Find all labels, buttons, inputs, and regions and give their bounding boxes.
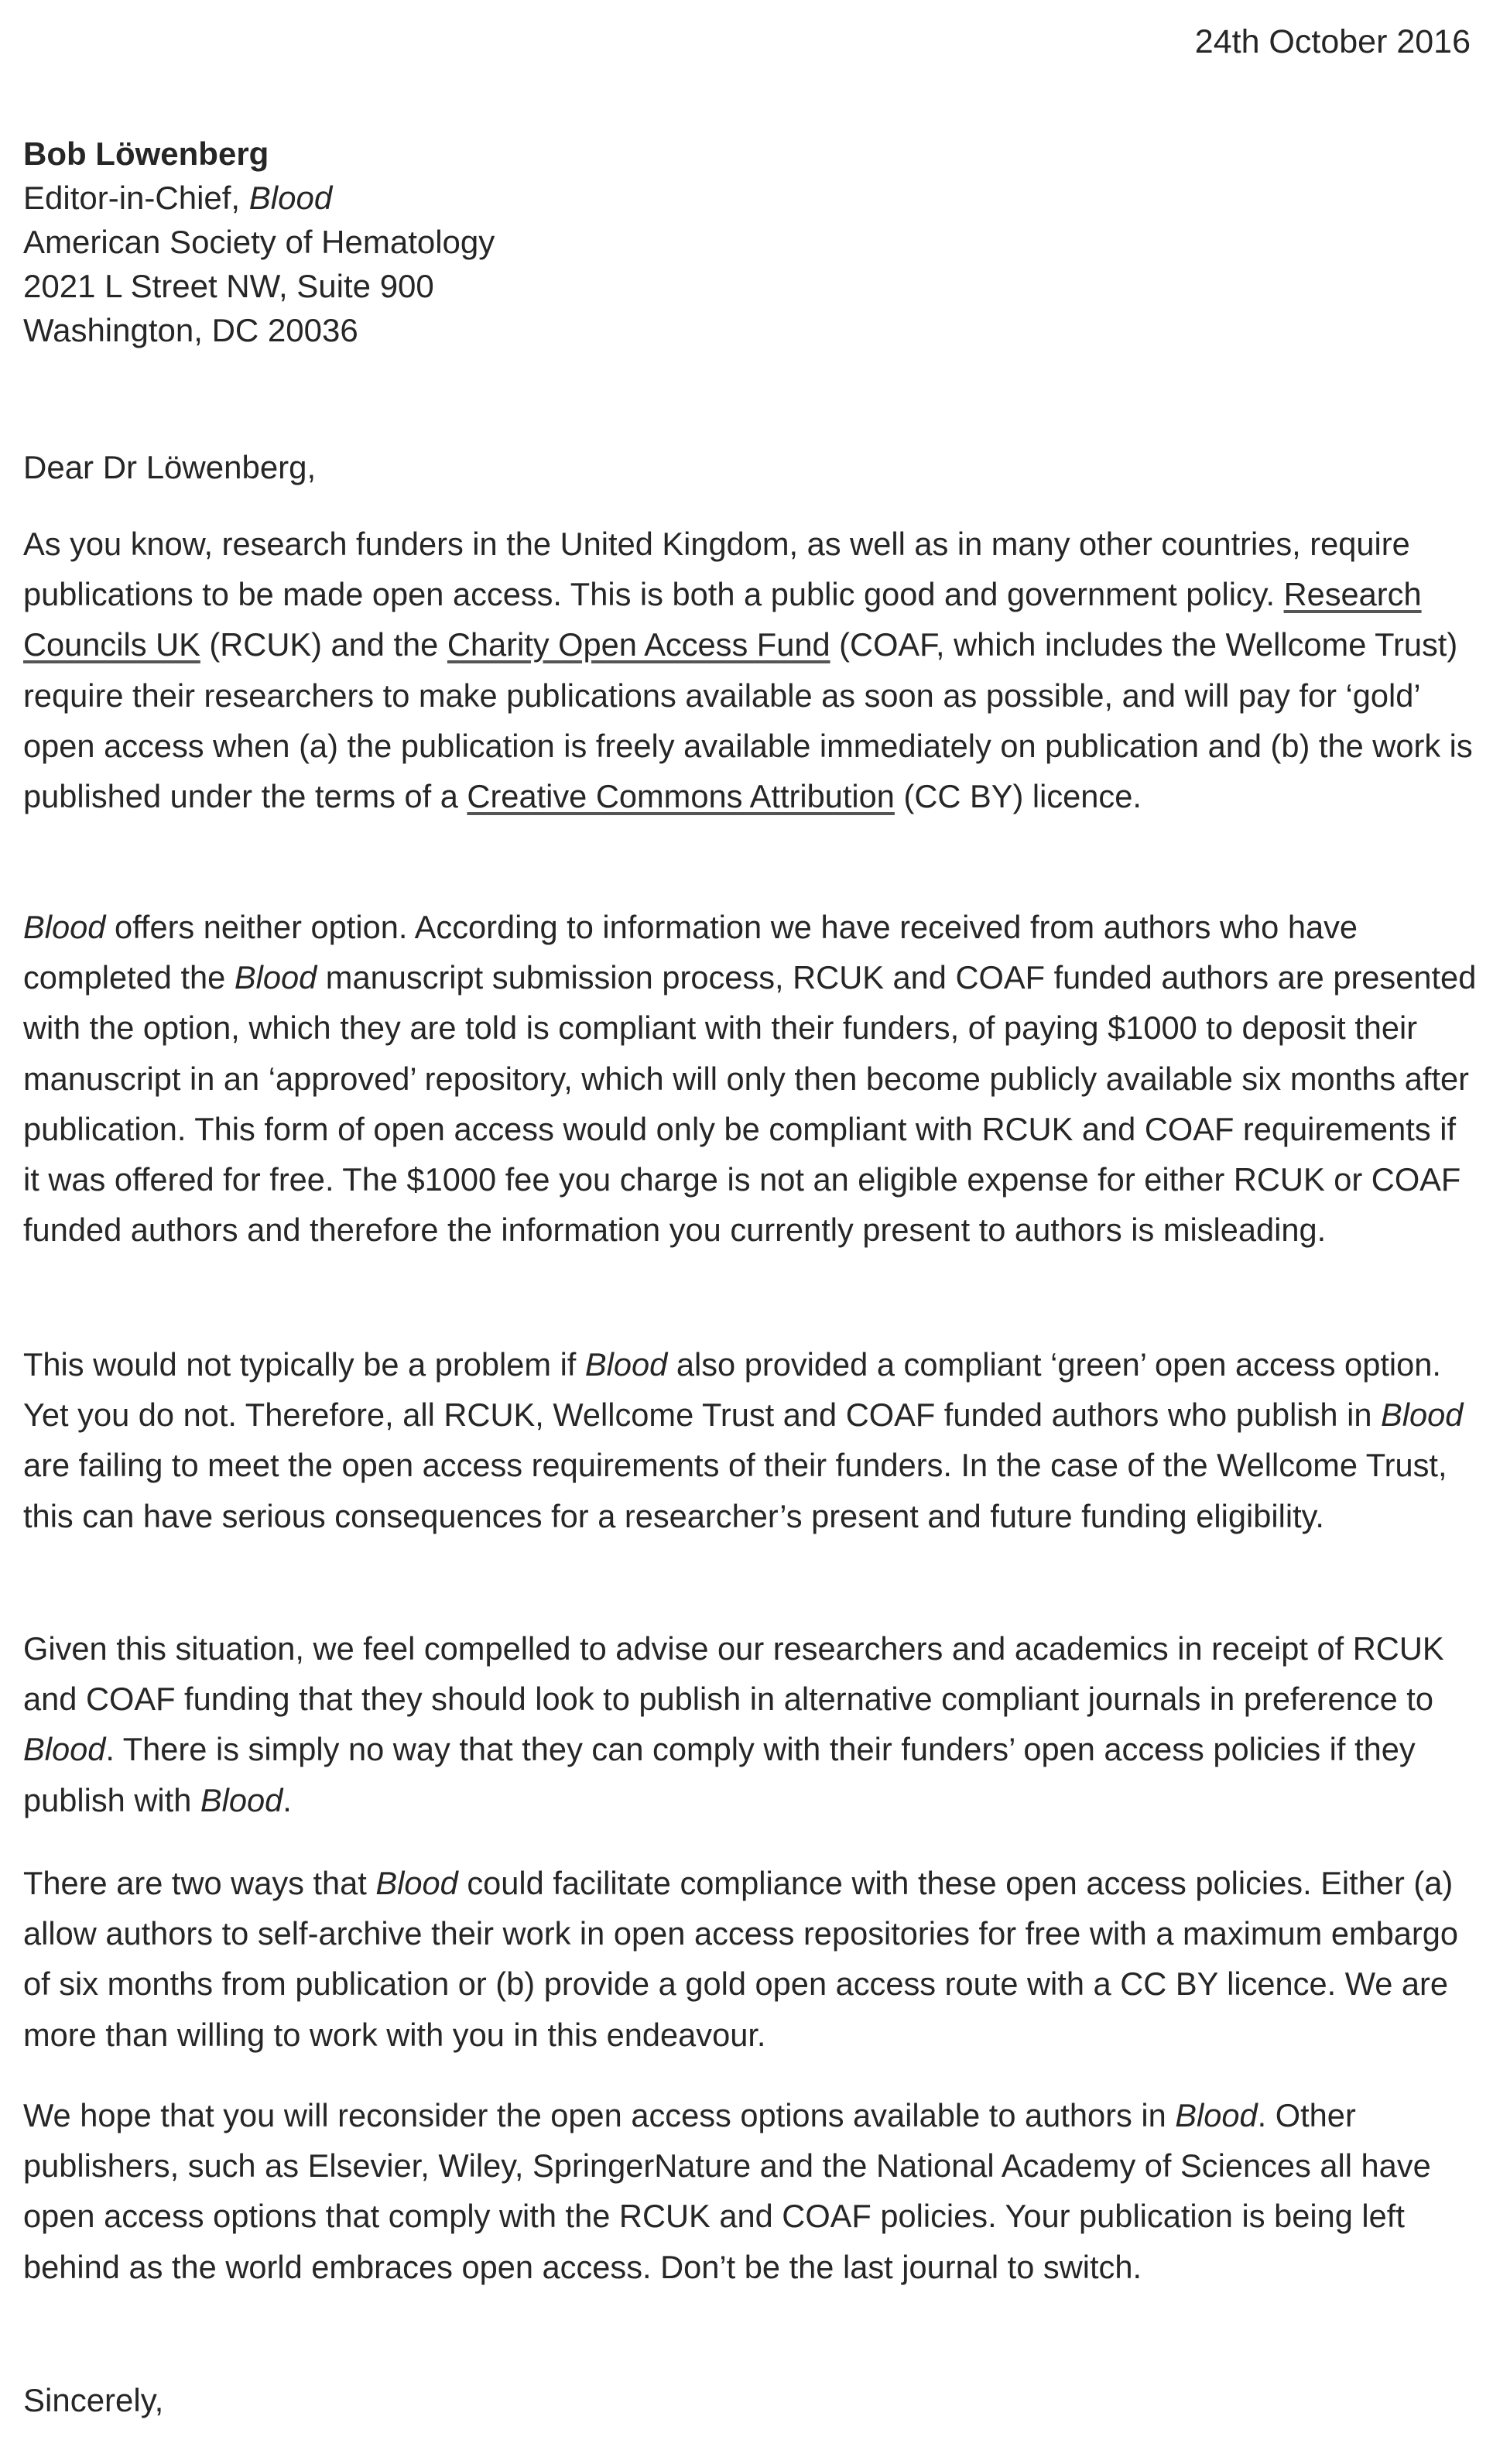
recipient-organization: American Society of Hematology <box>23 224 495 260</box>
paragraph-3 <box>23 1339 1478 1541</box>
recipient-street: 2021 L Street NW, Suite 900 <box>23 268 434 304</box>
recipient-city: Washington, DC 20036 <box>23 312 358 348</box>
paragraph-text: also provided a compliant ‘green’ open access option. Yet you do not. Therefore, all RCUK, Wellcome Trust and COAF funded authors who publish in <box>23 1346 1441 1434</box>
paragraph-5 <box>23 1858 1478 2060</box>
paragraph-text: As you know, research funders in the United Kingdom, as well as in many other countries, require publications to be made open access. This is both a public good and government policy. <box>23 526 1410 613</box>
journal-name: Blood <box>1381 1396 1464 1434</box>
letter-date: 24th October 2016 <box>1194 23 1471 60</box>
journal-name: Blood <box>584 1346 668 1383</box>
journal-name: Blood <box>200 1781 283 1818</box>
journal-name: Blood <box>1175 2097 1258 2133</box>
recipient-address <box>23 132 952 352</box>
paragraph-text: (RCUK) and the <box>200 626 447 663</box>
link-research-councils-uk[interactable]: Research Councils UK <box>23 576 1422 663</box>
paragraph-text: are failing to meet the open access requirements of their funders. In the case of the Wellcome Trust, this can have serious consequences for a researcher’s present and future funding eligibility. <box>23 1447 1447 1534</box>
paragraph-text: There are two ways that <box>23 1865 376 1901</box>
paragraph-text: . Other publishers, such as Elsevier, Wiley, SpringerNature and the National Academy of Sciences all have open access options that comply with the RCUK and COAF policies. Your publication is being left behind as the world embraces open access. Don’t be the last journal to switch. <box>23 2097 1431 2285</box>
paragraph-6 <box>23 2090 1478 2292</box>
paragraph-text: Given this situation, we feel compelled to advise our researchers and academics in receipt of RCUK and COAF funding that they should look to publish in alternative compliant journals in preference to <box>23 1630 1444 1718</box>
paragraph-text: This would not typically be a problem if <box>23 1346 585 1383</box>
paragraph-2 <box>23 902 1478 1255</box>
paragraph-text: . There is simply no way that they can comply with their funders’ open access policies if they publish with <box>23 1731 1416 1818</box>
paragraph-4 <box>23 1623 1478 1825</box>
paragraph-text: . <box>283 1781 292 1818</box>
recipient-name: Bob Löwenberg <box>23 135 269 172</box>
paragraph-text: manuscript submission process, RCUK and COAF funded authors are presented with the option, which they are told is compliant with their funders, of paying $1000 to deposit their manuscript in an ‘approved’ repository, which will only then become publicly available six months after publication. This form of open access would only be compliant with RCUK and COAF requirements if it was offered for free. The $1000 fee you charge is not an eligible expense for either RCUK or COAF funded authors and therefore the information you currently present to authors is misleading. <box>23 959 1477 1249</box>
journal-name: Blood <box>375 1865 458 1901</box>
paragraph-text: offers neither option. According to information we have received from authors who have completed the <box>23 909 1358 996</box>
recipient-title-journal: Blood <box>248 180 333 216</box>
paragraph-1 <box>23 519 1478 821</box>
closing: Sincerely, <box>23 2382 164 2418</box>
greeting: Dear Dr Löwenberg, <box>23 449 317 485</box>
journal-name: Blood <box>23 909 106 945</box>
journal-name: Blood <box>23 1731 106 1768</box>
recipient-title <box>23 176 952 220</box>
link-creative-commons-attribution[interactable]: Creative Commons Attribution <box>467 778 895 815</box>
recipient-title-prefix: Editor-in-Chief, <box>23 180 249 216</box>
paragraph-text: We hope that you will reconsider the open access options available to authors in <box>23 2097 1176 2133</box>
link-charity-open-access-fund[interactable]: Charity Open Access Fund <box>447 626 830 663</box>
paragraph-text: could facilitate compliance with these open access policies. Either (a) allow authors to self-archive their work in open access repositories for free with a maximum embargo of six months from publication or (b) provide a gold open access route with a CC BY licence. We are more than willing to work with you in this endeavour. <box>23 1865 1459 2053</box>
paragraph-text: (CC BY) licence. <box>894 778 1142 815</box>
paragraph-text: (COAF, which includes the Wellcome Trust) require their researchers to make publications available as soon as possible, and will pay for ‘gold’ open access when (a) the publication is freely available immediately on publication and (b) the work is published under the terms of a <box>23 626 1473 815</box>
journal-name: Blood <box>234 959 317 996</box>
